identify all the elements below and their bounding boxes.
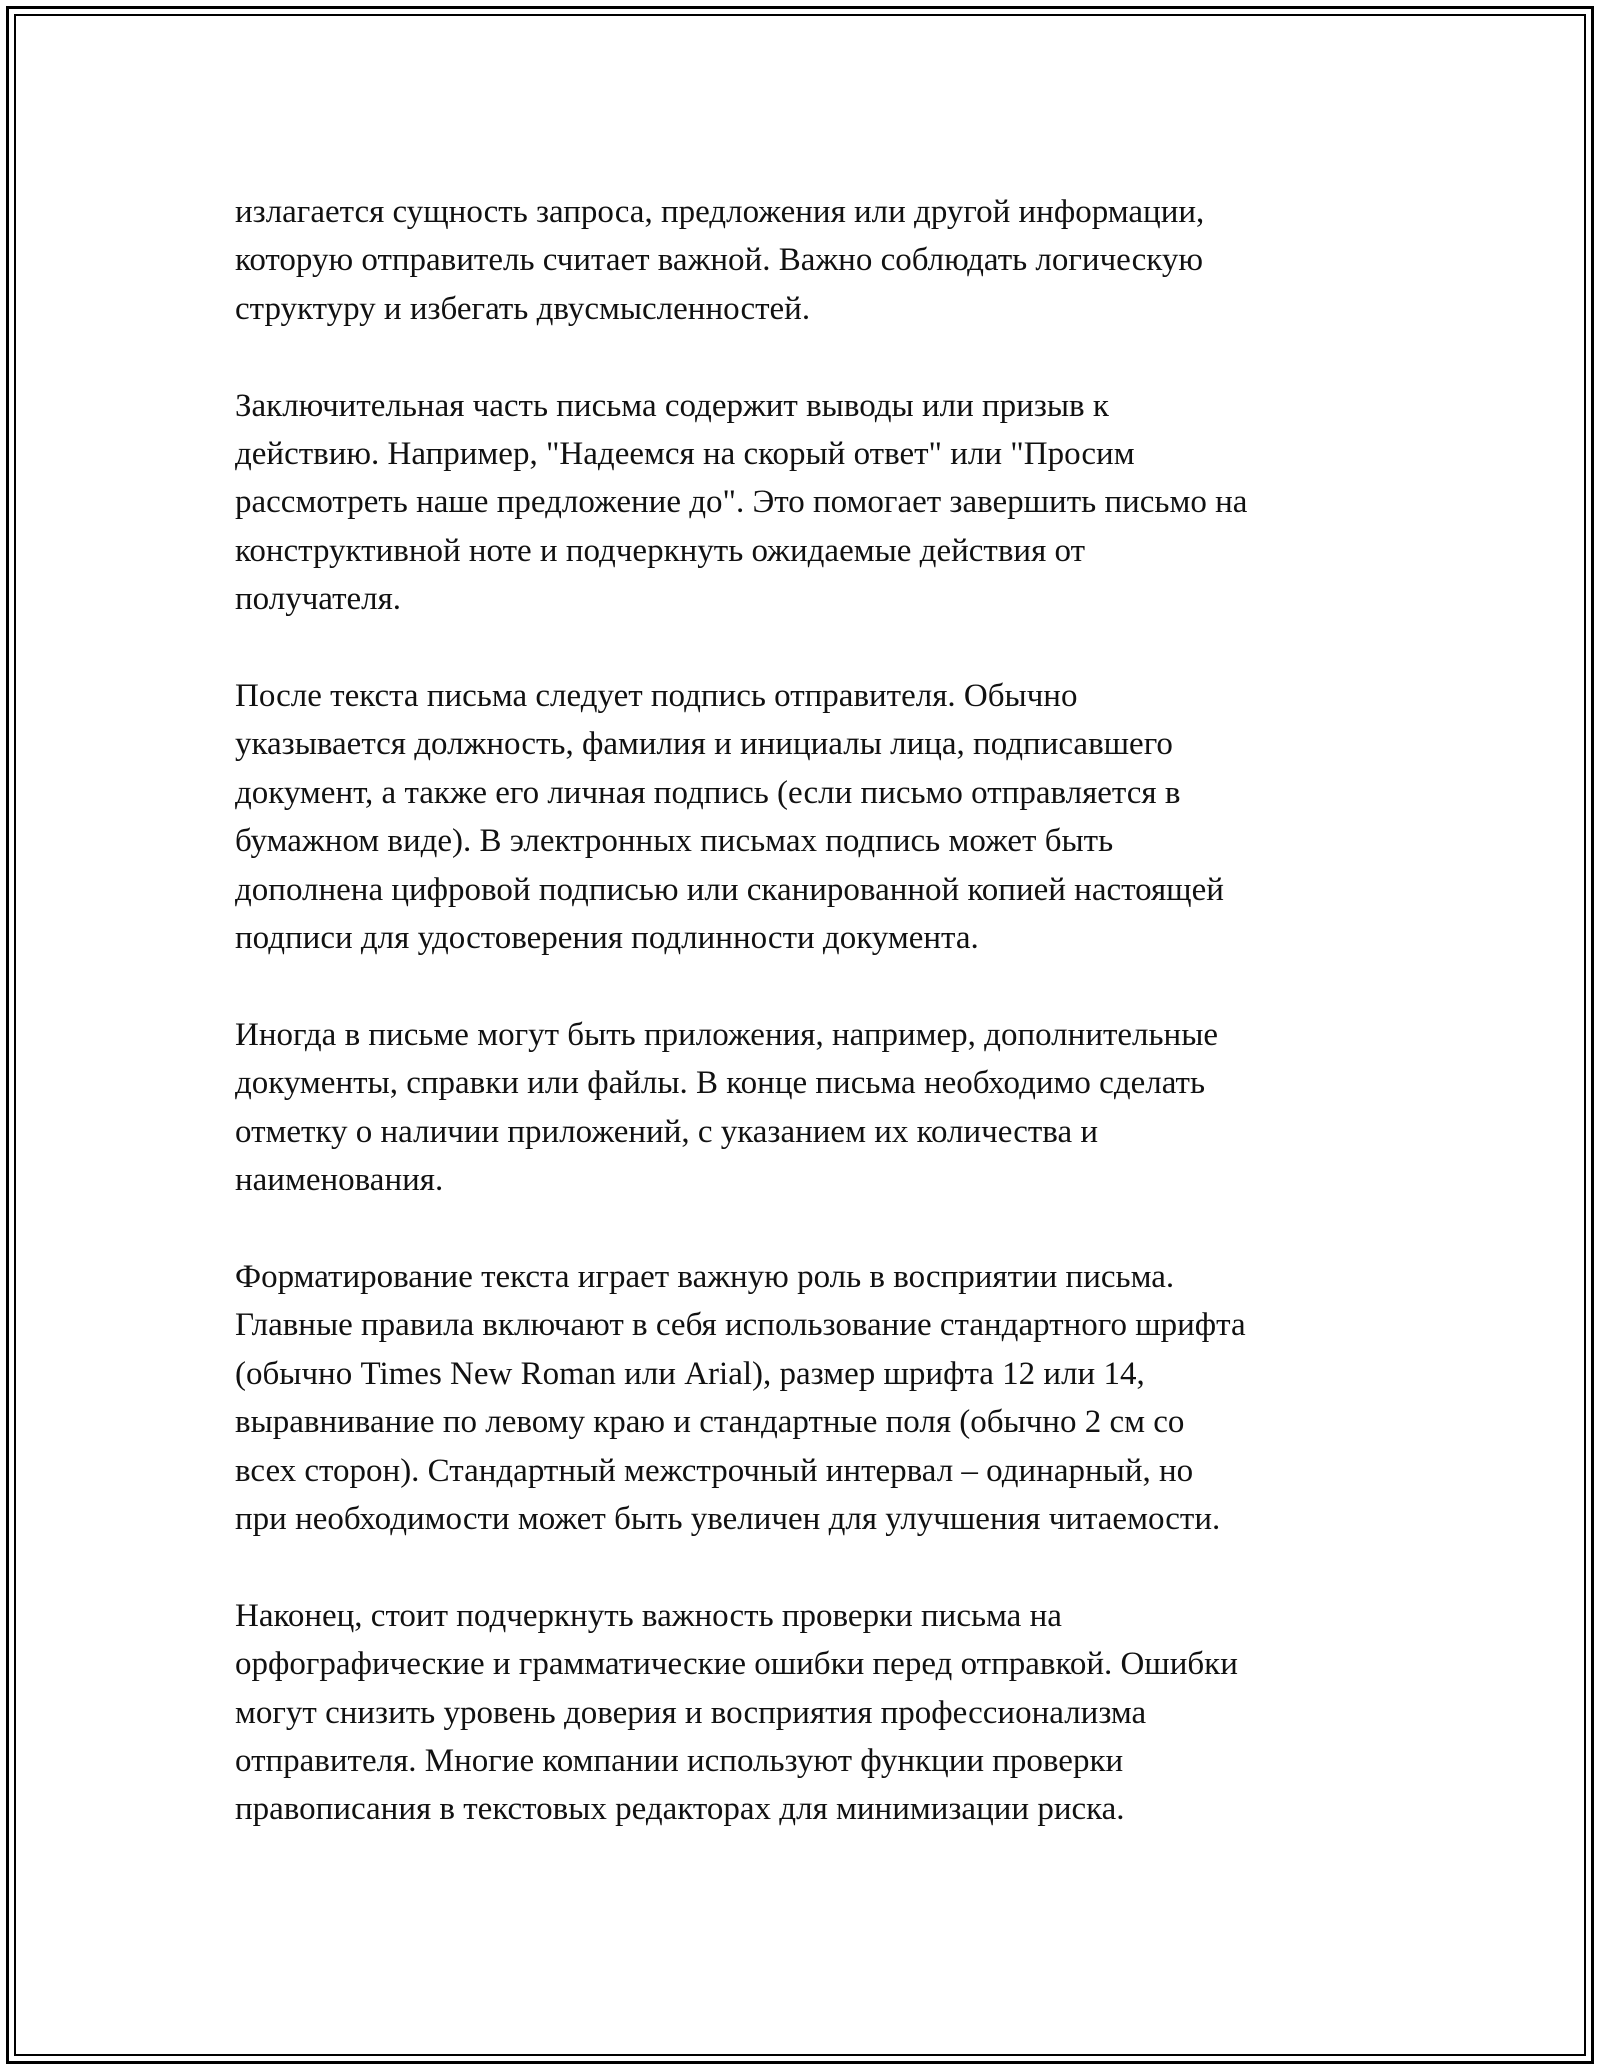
text-line: отправителя. Многие компании используют функции проверки xyxy=(235,1742,1124,1779)
text-line: наименования. xyxy=(235,1162,444,1199)
paragraph xyxy=(235,1592,1375,1834)
document-body xyxy=(235,188,1375,1834)
text-line: выравнивание по левому краю и стандартные поля (обычно 2 см со xyxy=(235,1404,1185,1441)
text-line: Иногда в письме могут быть приложения, например, дополнительные xyxy=(235,1016,1219,1053)
text-line: После текста письма следует подпись отправителя. Обычно xyxy=(235,678,1078,715)
text-line: при необходимости может быть увеличен для улучшения читаемости. xyxy=(235,1500,1221,1537)
text-line: бумажном виде). В электронных письмах подпись может быть xyxy=(235,823,1114,860)
text-line: рассмотреть наше предложение до". Это помогает завершить письмо на xyxy=(235,484,1248,521)
paragraph xyxy=(235,188,1375,333)
text-line: указывается должность, фамилия и инициалы лица, подписавшего xyxy=(235,726,1173,763)
text-line: подписи для удостоверения подлинности документа. xyxy=(235,920,979,957)
text-line: отметку о наличии приложений, с указанием их количества и xyxy=(235,1113,1099,1150)
paragraph xyxy=(235,382,1375,624)
text-line: (обычно Times New Roman или Arial), размер шрифта 12 или 14, xyxy=(235,1355,1145,1392)
text-line: документы, справки или файлы. В конце письма необходимо сделать xyxy=(235,1065,1205,1102)
text-line: Заключительная часть письма содержит выводы или призыв к xyxy=(235,387,1109,424)
paragraph xyxy=(235,672,1375,962)
text-line: конструктивной ноте и подчеркнуть ожидаемые действия от xyxy=(235,532,1085,569)
text-line: структуру и избегать двусмысленностей. xyxy=(235,290,811,327)
text-line: могут снизить уровень доверия и восприятия профессионализма xyxy=(235,1694,1147,1731)
text-line: правописания в текстовых редакторах для минимизации риска. xyxy=(235,1791,1125,1828)
text-line: получателя. xyxy=(235,581,402,618)
text-line: Наконец, стоит подчеркнуть важность проверки письма на xyxy=(235,1597,1062,1634)
paragraph xyxy=(235,1011,1375,1205)
text-line: орфографические и грамматические ошибки перед отправкой. Ошибки xyxy=(235,1646,1238,1683)
text-line: излагается сущность запроса, предложения или другой информации, xyxy=(235,194,1205,230)
text-line: Главные правила включают в себя использование стандартного шрифта xyxy=(235,1307,1246,1344)
paragraph xyxy=(235,1253,1375,1543)
text-line: которую отправитель считает важной. Важно соблюдать логическую xyxy=(235,242,1204,279)
text-line: всех сторон). Стандартный межстрочный интервал – одинарный, но xyxy=(235,1452,1194,1489)
text-line: документ, а также его личная подпись (если письмо отправляется в xyxy=(235,774,1181,811)
text-line: действию. Например, "Надеемся на скорый ответ" или "Просим xyxy=(235,436,1135,473)
text-line: дополнена цифровой подписью или сканированной копией настоящей xyxy=(235,871,1224,908)
text-line: Форматирование текста играет важную роль в восприятии письма. xyxy=(235,1258,1175,1295)
